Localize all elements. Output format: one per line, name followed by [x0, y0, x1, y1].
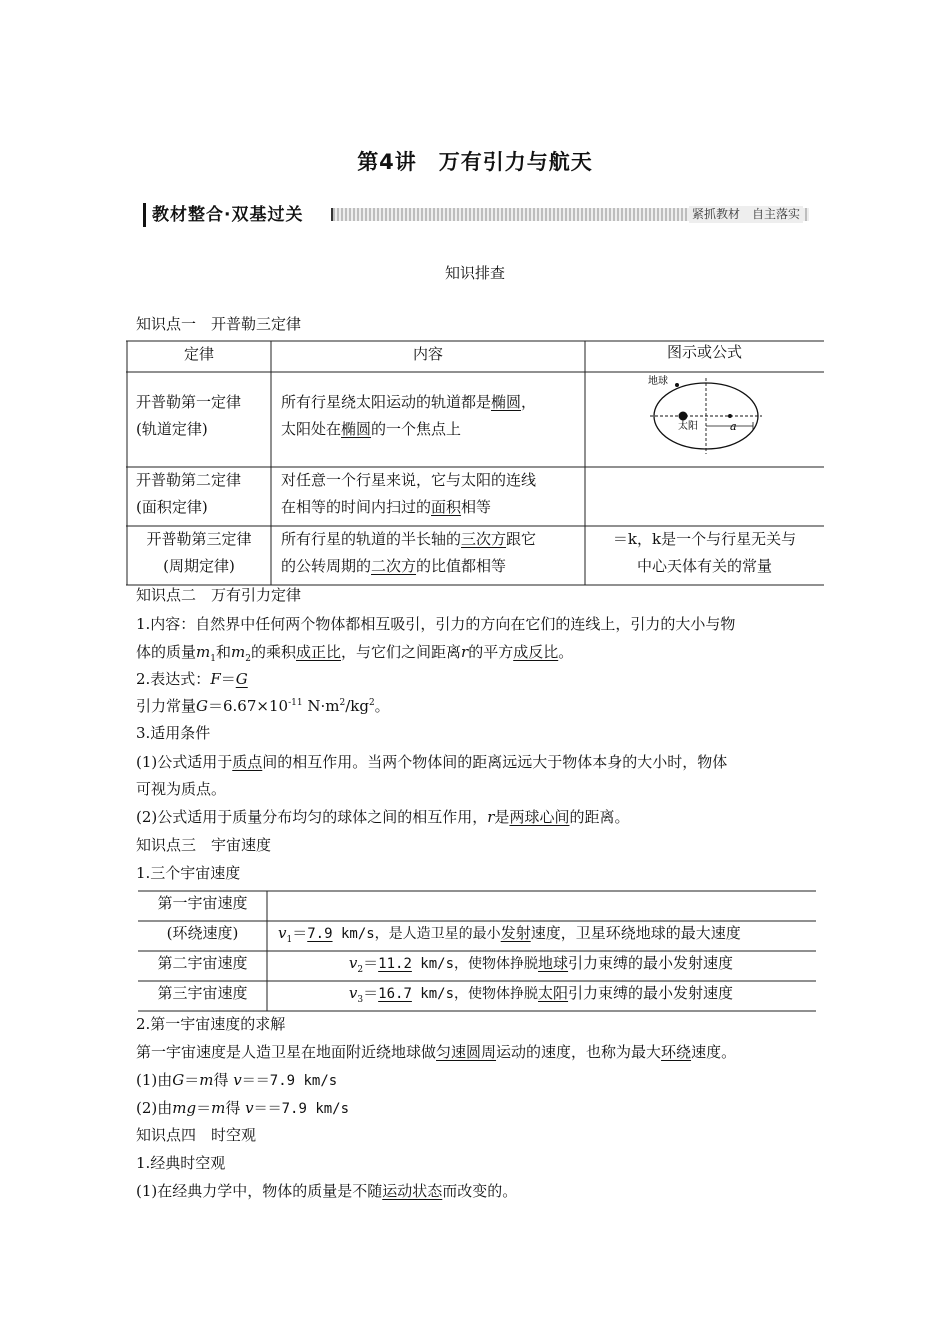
speed2-desc: $v_2=11.2$ km/s，使物体挣脱地球引力束缚的最小发射速度 [348, 954, 734, 975]
law1-alias: (轨道定律) [136, 420, 208, 438]
a-label: a [730, 420, 737, 433]
law2-alias: (面积定律) [136, 498, 208, 516]
kp3-derivation2: (2)由mg＝m得 v＝＝7.9 km/s [136, 1099, 350, 1117]
kp2-conditions-title: 3.适用条件 [136, 724, 211, 742]
speed1-name: 第一宇宙速度 [157, 894, 248, 912]
kp2-condition2: (2)公式适用于质量分布均匀的球体之间的相互作用，r是两球心间的距离。 [136, 808, 630, 826]
kp4-line1: (1)在经典力学中，物体的质量是不随运动状态而改变的。 [136, 1182, 518, 1200]
kp2-expression: 2.表达式：F＝G [136, 670, 248, 688]
law3-name: 开普勒第三定律 [146, 530, 252, 548]
page-title: 第4讲 万有引力与航天 [357, 150, 593, 174]
speed1-desc: $v_1=7.9$ km/s，是人造卫星的最小发射速度，卫星环绕地球的最大速度 [278, 924, 741, 945]
section-banner [143, 203, 809, 227]
law2-name: 开普勒第二定律 [136, 471, 242, 489]
kp1-header-formula: 图示或公式 [666, 343, 742, 361]
speed3-name: 第三宇宙速度 [157, 984, 248, 1002]
kp2-gravitational-constant: 引力常量$G=6.67\times 10^{-11}$ $N\cdot m^2/kg^2$。 [136, 697, 390, 715]
law3-alias: (周期定律) [163, 557, 235, 575]
kp3-sub2: 2.第一宇宙速度的求解 [136, 1015, 286, 1033]
kp1-header-law: 定律 [183, 345, 214, 363]
kp2-heading: 知识点二 万有引力定律 [136, 586, 302, 604]
kp3-heading: 知识点三 宇宙速度 [136, 836, 272, 854]
kp2-condition1-line2: 可视为质点。 [136, 780, 227, 798]
law1-content-line1: 所有行星绕太阳运动的轨道都是椭圆， [281, 393, 537, 411]
kp2-content-line1: 1.内容：自然界中任何两个物体都相互吸引，引力的方向在它们的连线上，引力的大小与物 [136, 615, 736, 633]
speed3-desc: $v_3=16.7$ km/s，使物体挣脱太阳引力束缚的最小发射速度 [348, 984, 734, 1005]
banner-label: 教材整合·双基过关 [143, 203, 303, 227]
kp1-heading: 知识点一 开普勒三定律 [136, 315, 302, 333]
section-heading: 知识排查 [444, 264, 505, 282]
kp1-header-content: 内容 [412, 345, 443, 363]
earth-dot [675, 383, 679, 387]
sun-label: 太阳 [678, 421, 698, 432]
sun-dot [679, 412, 688, 421]
law3-formula-line1: ＝k，k是一个与行星无关与 [612, 530, 797, 548]
kp3-derivation1: (1)由G＝m得 v＝＝7.9 km/s [136, 1071, 338, 1089]
law2-content-line1: 对任意一个行星来说，它与太阳的连线 [281, 471, 537, 489]
law1-name: 开普勒第一定律 [136, 393, 242, 411]
kp4-heading: 知识点四 时空观 [136, 1126, 257, 1144]
law3-formula-line2: 中心天体有关的常量 [636, 557, 772, 575]
ellipse-orbit-diagram [640, 372, 770, 464]
law3-content-line2: 的公转周期的二次方的比值都相等 [281, 557, 507, 575]
speed1-alias: (环绕速度) [166, 924, 239, 942]
law1-content-line2: 太阳处在椭圆的一个焦点上 [281, 420, 462, 438]
earth-label: 地球 [648, 376, 668, 387]
law2-content-line2: 在相等的时间内扫过的面积相等 [281, 498, 492, 516]
kp2-content-line2: 体的质量$m_1$和$m_2$的乘积成正比，与它们之间距离r的平方成反比。 [136, 643, 574, 664]
law3-content-line1: 所有行星的轨道的半长轴的三次方跟它 [281, 530, 537, 548]
kp2-condition1-line1: (1)公式适用于质点间的相互作用。当两个物体间的距离远远大于物体本身的大小时，物体 [136, 753, 728, 771]
kp4-sub1: 1.经典时空观 [136, 1154, 226, 1172]
kp3-first-speed-desc: 第一宇宙速度是人造卫星在地面附近绕地球做匀速圆周运动的速度，也称为最大环绕速度。 [136, 1043, 737, 1061]
speed2-name: 第二宇宙速度 [157, 954, 248, 972]
kp3-sub1: 1.三个宇宙速度 [136, 864, 241, 882]
banner-slogan: 紧抓教材 自主落实 [689, 206, 803, 223]
